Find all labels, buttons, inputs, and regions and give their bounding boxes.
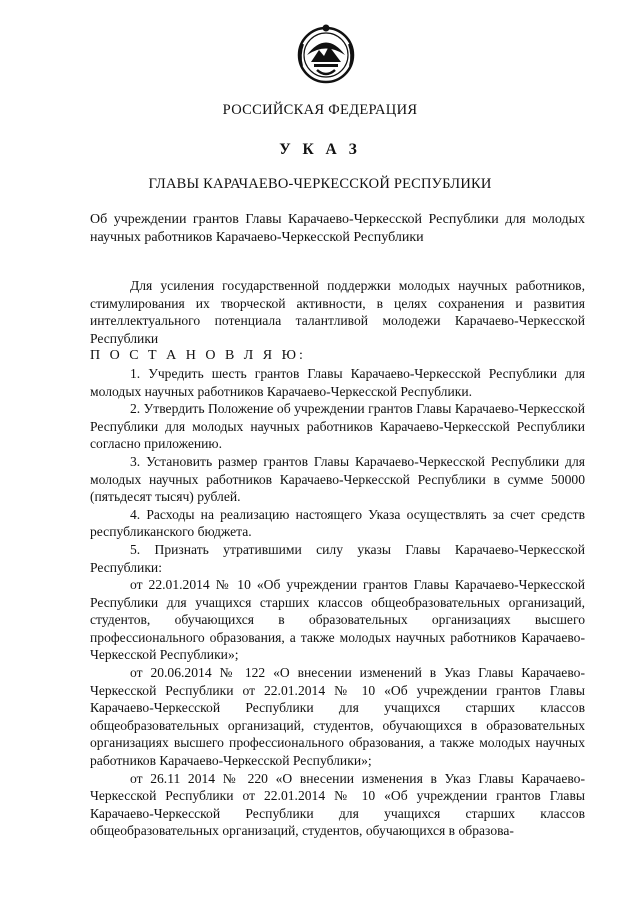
document-title: Об учреждении грантов Главы Карачаево-Черкесской Республики для молодых научных работников Карачаево-Черкесской Республики [90,212,585,245]
document-type-heading: У К А З [279,141,361,158]
preamble-paragraph: Для усиления государственной поддержки молодых научных работников, стимулирования их творческой активности, в целях сохранения и развития интеллектуального потенциала талантливой молодежи Карачаево-Черкесской Республики [90,278,585,346]
repealed-decree-3: от 26.11 2014 № 220 «О внесении изменения в Указ Главы Карачаево-Черкесской Республики от 22.01.2014 № 10 «Об учреждении грантов Главы Карачаево-Черкесской Республики для учащихся старших классов общеобразовательных организаций, студентов, обучающихся в образова- [90,770,585,839]
decree-item-1: 1. Учредить шесть грантов Главы Карачаево-Черкесской Республики для молодых научных работников Карачаево-Черкесской Республики. [90,365,585,399]
document-body [90,277,585,840]
coat-of-arms-emblem [297,22,355,86]
decree-item-3: 3. Установить размер грантов Главы Карачаево-Черкесской Республики для молодых научных работников Карачаево-Черкесской Республики в сумме 50000 (пятьдесят тысяч) рублей. [90,453,585,505]
decree-word: П О С Т А Н О В Л Я Ю: [90,348,306,364]
country-heading: РОССИЙСКАЯ ФЕДЕРАЦИЯ [222,102,418,118]
repealed-decree-1: от 22.01.2014 № 10 «Об учреждении грантов Главы Карачаево-Черкесской Республики для учащихся старших классов общеобразовательных организаций, студентов, обучающихся в образовательных организациях высшего профессионального образования, а также молодых научных работников Карачаево-Черкесской Республики»; [90,577,585,663]
issuer-heading: ГЛАВЫ КАРАЧАЕВО-ЧЕРКЕССКОЙ РЕСПУБЛИКИ [148,176,492,192]
decree-item-5: 5. Признать утратившими силу указы Главы Карачаево-Черкесской Республики: [90,541,585,575]
decree-item-4: 4. Расходы на реализацию настоящего Указа осуществлять за счет средств республиканского бюджета. [90,506,585,540]
decree-item-2: 2. Утвердить Положение об учреждении грантов Главы Карачаево-Черкесской Республики для молодых научных работников Карачаево-Черкесской Республики согласно приложению. [90,401,585,452]
repealed-decree-2: от 20.06.2014 № 122 «О внесении изменений в Указ Главы Карачаево-Черкесской Республики от 22.01.2014 № 10 «Об учреждении грантов Главы Карачаево-Черкесской Республики для учащихся старших классов общеобразовательных организаций, студентов, обучающихся в образовательных организациях высшего профессионального образования, а также молодых научных работников Карачаево-Черкесской Республики»; [90,665,585,769]
